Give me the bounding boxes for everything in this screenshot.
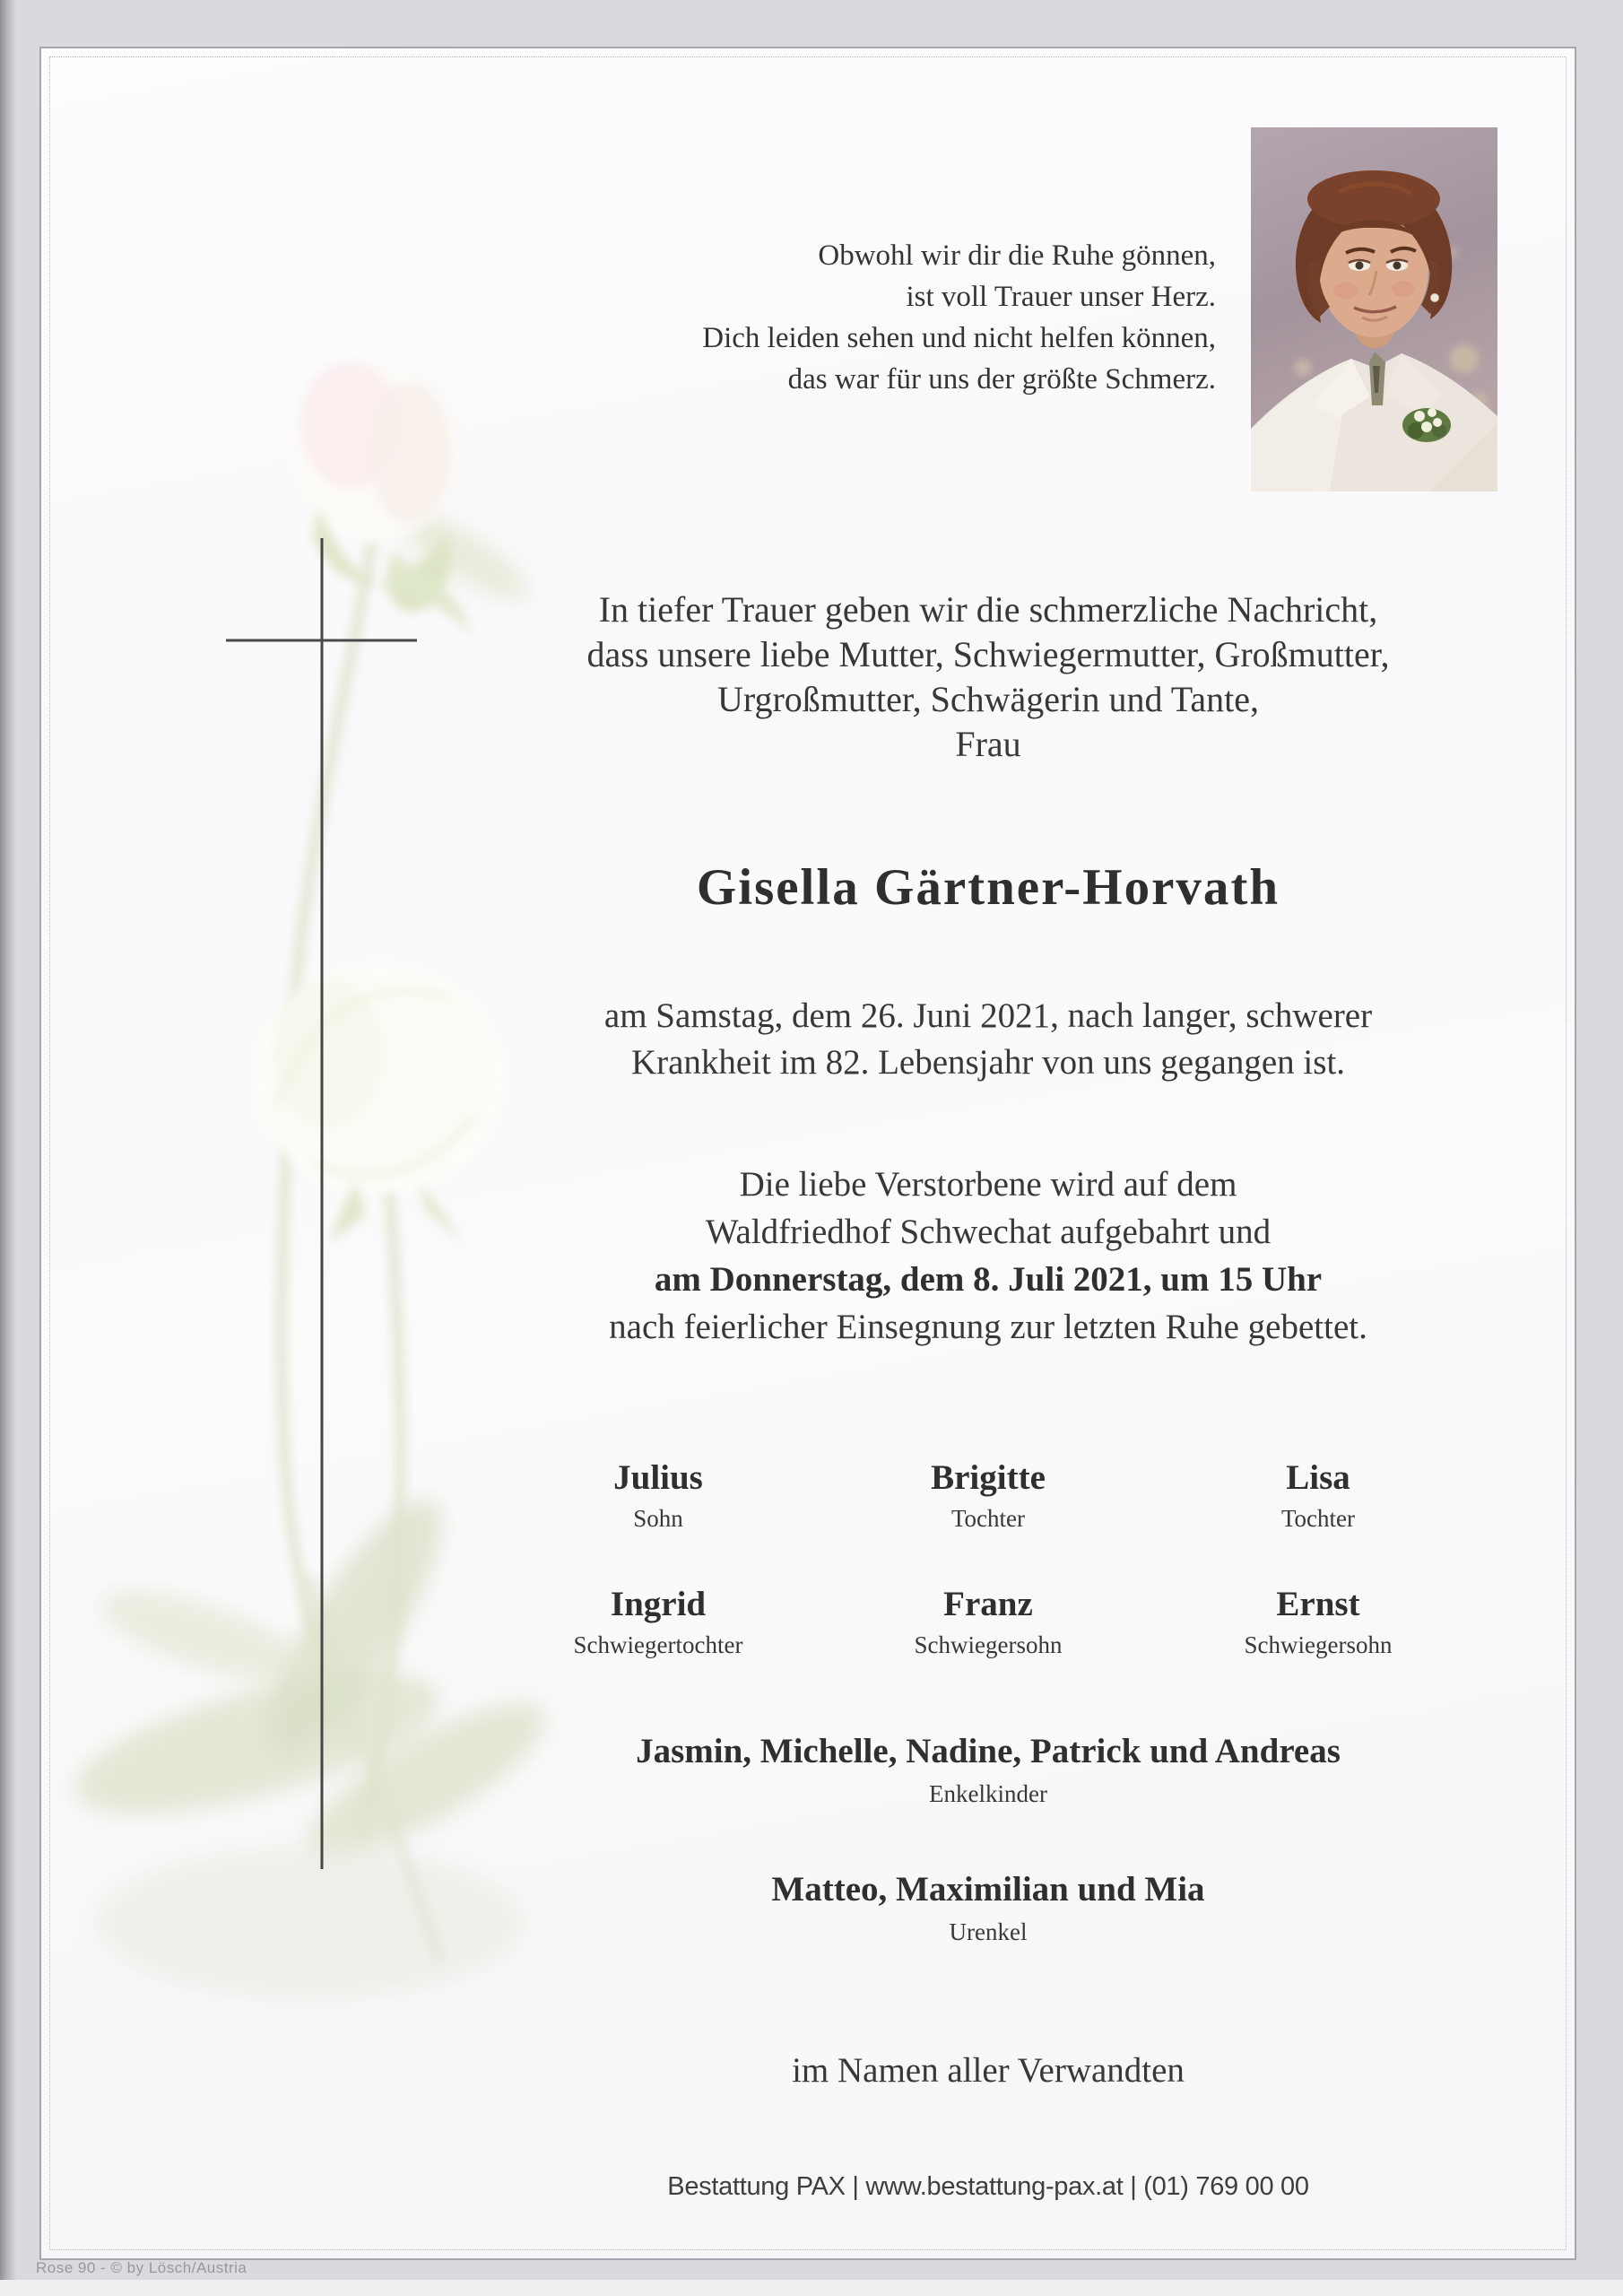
mourner-relation: Schwiegersohn [914,1631,1063,1658]
mourner-ingrid [493,1585,823,1659]
portrait-photo [1251,127,1497,491]
mourner-name: Ernst [1276,1585,1360,1623]
mourner-julius [493,1458,823,1533]
mourner-relation: Schwiegertochter [573,1631,743,1658]
grandchildren-relation: Enkelkinder [929,1780,1047,1807]
memorial-poem [499,235,1216,400]
mourners-grid [493,1458,1483,1659]
memorial-card [39,47,1576,2260]
great-grandchildren-group [459,1869,1517,1946]
cross-icon [226,538,417,1869]
funeral-line-1: Die liebe Verstorbene wird auf dem [739,1165,1237,1204]
mourner-relation: Tochter [1280,1505,1356,1532]
great-grandchildren-names: Matteo, Maximilian und Mia [771,1870,1205,1909]
scan-left-edge-shadow [0,0,16,2296]
mourner-relation: Sohn [633,1505,683,1532]
announcement-text [459,587,1517,767]
mourners-row-1 [493,1458,1483,1533]
rose-bud [294,362,472,633]
funeral-line-2: Waldfriedhof Schwechat aufgebahrt und [705,1213,1271,1251]
funeral-date-line: am Donnerstag, dem 8. Juli 2021, um 15 Uhr [654,1260,1323,1299]
grandchildren-names: Jasmin, Michelle, Nadine, Patrick und Andreas [636,1732,1341,1770]
great-grandchildren-relation: Urenkel [949,1918,1028,1945]
poem-line-4: das war für uns der größte Schmerz. [787,363,1216,396]
mourner-name: Lisa [1286,1458,1350,1497]
deceased-name: Gisella Gärtner-Horvath [696,859,1280,916]
announcement-line-2: dass unsere liebe Mutter, Schwiegermutter, Großmutter, [586,634,1390,674]
mourner-relation: Tochter [950,1505,1026,1532]
mourner-brigitte [823,1458,1153,1533]
print-copyright-note: Rose 90 - © by Lösch/Austria [36,2259,247,2276]
announcement-line-1: In tiefer Trauer geben wir die schmerzliche Nachricht, [598,589,1378,630]
mourner-franz [823,1585,1153,1659]
announcement-line-3: Urgroßmutter, Schwägerin und Tante, [717,679,1259,719]
death-notice [459,993,1517,1086]
poem-line-1: Obwohl wir dir die Ruhe gönnen, [818,239,1216,272]
corsage [1402,408,1451,442]
mourner-lisa [1153,1458,1483,1533]
funeral-info [459,1161,1517,1351]
scan-bottom-edge [0,2280,1623,2296]
poem-line-2: ist voll Trauer unser Herz. [906,281,1216,313]
mourner-name: Julius [613,1458,703,1497]
mourner-name: Franz [943,1585,1033,1623]
funeral-home-footer: Bestattung PAX | www.bestattung-pax.at | (01) 769 00 00 [667,2172,1309,2201]
funeral-line-4: nach feierlicher Einsegnung zur letzten Ruhe gebettet. [609,1308,1367,1346]
announcement-line-frau: Frau [955,724,1021,764]
mourner-ernst [1153,1585,1483,1659]
rose-stems [282,537,440,1959]
closing-line: im Namen aller Verwandten [792,2051,1185,2090]
mourner-name: Ingrid [610,1585,707,1623]
mourner-relation: Schwiegersohn [1244,1631,1393,1658]
death-notice-line-1: am Samstag, dem 26. Juni 2021, nach langer, schwerer [603,996,1373,1035]
mourners-row-2 [493,1585,1483,1659]
grandchildren-group [459,1731,1517,1808]
portrait-illustration [1251,127,1497,491]
death-notice-line-2: Krankheit im 82. Lebensjahr von uns gegangen ist. [630,1043,1346,1082]
mourner-name: Brigitte [931,1458,1046,1497]
poem-line-3: Dich leiden sehen und nicht helfen können, [702,322,1216,354]
